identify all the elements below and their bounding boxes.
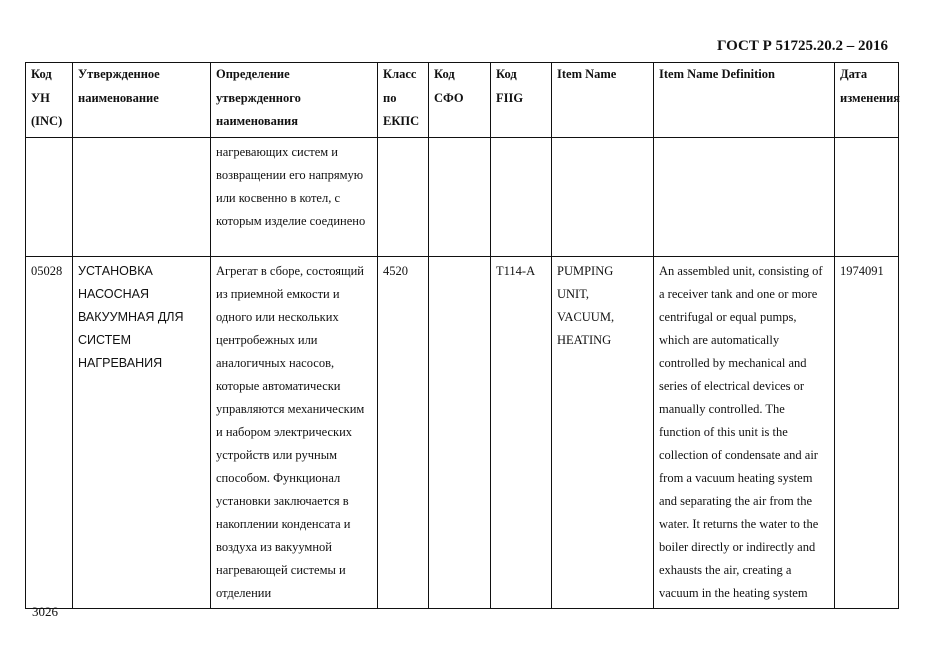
cell-code: 05028 <box>26 256 73 608</box>
col-header-sfo: Код СФО <box>429 63 491 138</box>
table-row <box>26 137 899 256</box>
cell-date <box>835 137 899 256</box>
col-header-name: Утвержденное наименование <box>73 63 211 138</box>
col-header-item-name: Item Name <box>552 63 654 138</box>
cell-name <box>73 137 211 256</box>
table-row <box>26 256 899 608</box>
col-header-class: Класс по ЕКПС <box>378 63 429 138</box>
cell-item-name: PUMPING UNIT, VACUUM, HEATING <box>552 256 654 608</box>
table-header-row <box>26 63 899 138</box>
page-number: 3026 <box>32 604 58 619</box>
cell-item-name <box>552 137 654 256</box>
cell-fiig: T114-A <box>491 256 552 608</box>
cell-fiig <box>491 137 552 256</box>
cell-code <box>26 137 73 256</box>
cell-definition: нагревающих систем и возвращении его напрямую или косвенно в котел, с которым изделие соединено <box>211 137 378 256</box>
col-header-item-def: Item Name Definition <box>654 63 835 138</box>
col-header-definition: Определение утвержденного наименования <box>211 63 378 138</box>
cell-class <box>378 137 429 256</box>
standard-header: ГОСТ Р 51725.20.2 – 2016 <box>716 38 888 54</box>
cell-sfo <box>429 256 491 608</box>
classification-table <box>25 62 899 609</box>
col-header-code: Код УН (INC) <box>26 63 73 138</box>
col-header-date: Дата изменения <box>835 63 899 138</box>
cell-item-def <box>654 137 835 256</box>
cell-name: УСТАНОВКА НАСОСНАЯ ВАКУУМНАЯ ДЛЯ СИСТЕМ НАГРЕВАНИЯ <box>73 256 211 608</box>
cell-item-def: An assembled unit, consisting of a receiver tank and one or more centrifugal or equal pumps, which are automatically controlled by mechanical and series of electrical devices or manually controlled. The function of this unit is the collection of condensate and air from a vacuum heating system and separating the air from the water. It returns the water to the boiler directly or indirectly and exhausts the air, creating a vacuum in the heating system <box>654 256 835 608</box>
cell-date: 1974091 <box>835 256 899 608</box>
cell-definition: Агрегат в сборе, состоящий из приемной емкости и одного или нескольких центробежных или аналогичных насосов, которые автоматически управляются механическим и набором электрических устройств или ручным способом. Функционал установки заключается в накоплении конденсата и воздуха из вакуумной нагревающей системы и отделении <box>211 256 378 608</box>
cell-sfo <box>429 137 491 256</box>
col-header-fiig: Код FIIG <box>491 63 552 138</box>
cell-class: 4520 <box>378 256 429 608</box>
